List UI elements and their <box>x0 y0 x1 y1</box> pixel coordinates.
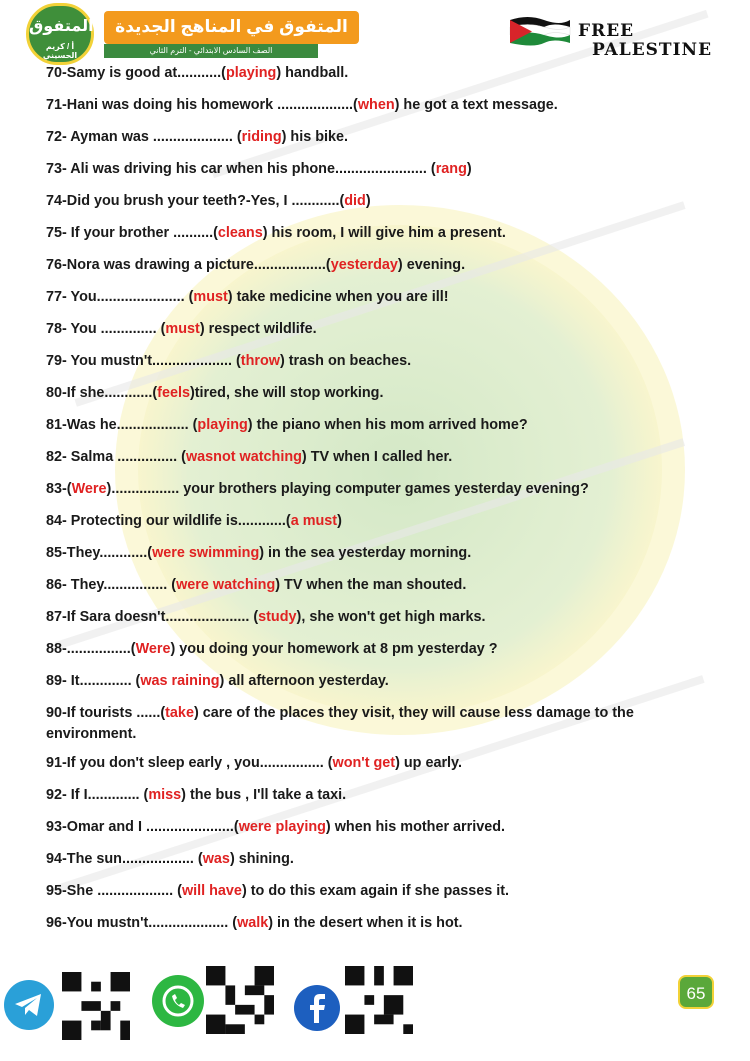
question-item: 88-................(Were) you doing your homework at 8 pm yesterday ? <box>46 641 498 657</box>
question-item: 73- Ali was driving his car when his phone....................... (rang) <box>46 161 472 177</box>
answer-text: will have <box>181 883 242 899</box>
question-item: 75- If your brother ..........(cleans) his room, I will give him a present. <box>46 225 506 241</box>
answer-text: were playing <box>238 819 326 835</box>
question-item: 91-If you don't sleep early , you................ (won't get) up early. <box>46 755 462 771</box>
answer-text: miss <box>148 787 182 803</box>
question-item: 95-She ................... (will have) to do this exam again if she passes it. <box>46 883 510 899</box>
logo-text: المتفوق <box>29 18 94 35</box>
whatsapp-icon[interactable] <box>152 975 204 1027</box>
banner-title: المتفوق في المناهج الجديدة <box>115 17 348 36</box>
logo-subtext: أ / كريم الحسيني <box>42 42 78 60</box>
answer-text: must <box>193 289 228 305</box>
free-word: FREE <box>578 21 635 41</box>
question-item: 82- Salma ............... (wasnot watching) TV when I called her. <box>46 449 453 465</box>
question-item: 76-Nora was drawing a picture..................(yesterday) evening. <box>46 257 466 273</box>
qr-code-telegram[interactable] <box>62 971 130 1041</box>
question-item: 83-(Were)................. your brothers playing computer games yesterday evening? <box>46 481 589 497</box>
question-item: 77- You...................... (must) take medicine when you are ill! <box>46 289 449 305</box>
question-item: 86- They................ (were watching) TV when the man shouted. <box>46 577 467 593</box>
question-item: 92- If I............. (miss) the bus , I'll take a taxi. <box>46 787 347 803</box>
question-item: 72- Ayman was .................... (riding) his bike. <box>46 129 349 145</box>
palestine-flag-icon <box>508 14 572 50</box>
question-item: 94-The sun.................. (was) shining. <box>46 851 294 867</box>
answer-text: rang <box>435 161 467 177</box>
answer-text: cleans <box>217 225 263 241</box>
palestine-word: PALESTINE <box>592 40 713 60</box>
answer-text: take <box>165 705 194 721</box>
answer-text: playing <box>225 65 277 81</box>
banner-subtitle: الصف السادس الابتدائي - الترم الثاني <box>104 44 318 58</box>
question-item: 84- Protecting our wildlife is............(a must) <box>46 513 342 529</box>
question-item: 90-If tourists ......(take) care of the places they visit, they will cause less damage to the environment. <box>46 705 634 742</box>
header-banner <box>104 11 359 44</box>
facebook-icon[interactable] <box>294 985 340 1031</box>
answer-text: playing <box>197 417 248 433</box>
answer-text: walk <box>237 915 269 931</box>
answer-text: were watching <box>176 577 276 593</box>
page-footer <box>0 955 750 1061</box>
question-item: 74-Did you brush your teeth?-Yes, I ............(did) <box>46 193 371 209</box>
question-item: 85-They............(were swimming) in the sea yesterday morning. <box>46 545 472 561</box>
answer-text: won't get <box>332 755 396 771</box>
question-item: 89- It............. (was raining) all afternoon yesterday. <box>46 673 389 689</box>
answer-text: were swimming <box>152 545 260 561</box>
question-item: 96-You mustn't.................... (walk) in the desert when it is hot. <box>46 915 463 931</box>
free-palestine-text <box>578 21 713 60</box>
answer-text: study <box>258 609 297 625</box>
answer-text: yesterday <box>330 257 398 273</box>
answer-text: feels <box>157 385 190 401</box>
answer-text: Were <box>135 641 171 657</box>
answer-text: throw <box>240 353 280 369</box>
qr-code-facebook[interactable] <box>345 965 413 1035</box>
question-item: 93-Omar and I ......................(were playing) when his mother arrived. <box>46 819 506 835</box>
page-number: 65 <box>678 975 714 1009</box>
question-item: 79- You mustn't.................... (throw) trash on beaches. <box>46 353 412 369</box>
answer-text: must <box>165 321 200 337</box>
qr-code-whatsapp[interactable] <box>206 965 274 1035</box>
question-item: 80-If she............(feels)tired, she will stop working. <box>46 385 384 401</box>
question-item: 70-Samy is good at...........(playing) handball. <box>46 65 349 81</box>
telegram-icon[interactable] <box>4 980 54 1030</box>
answer-text: a must <box>290 513 338 529</box>
answer-text: Were <box>71 481 107 497</box>
answer-text: was raining <box>140 673 220 689</box>
question-item: 78- You .............. (must) respect wildlife. <box>46 321 317 337</box>
answer-text: did <box>344 193 366 209</box>
question-item: 71-Hani was doing his homework ...................(when) he got a text message. <box>46 97 558 113</box>
question-item: 87-If Sara doesn't..................... (study), she won't get high marks. <box>46 609 486 625</box>
answer-text: riding <box>241 129 282 145</box>
brand-logo <box>26 3 94 65</box>
answer-text: wasnot watching <box>185 449 302 465</box>
question-item: 81-Was he.................. (playing) the piano when his mom arrived home? <box>46 417 528 433</box>
answer-text: was <box>202 851 230 867</box>
answer-text: when <box>357 97 395 113</box>
